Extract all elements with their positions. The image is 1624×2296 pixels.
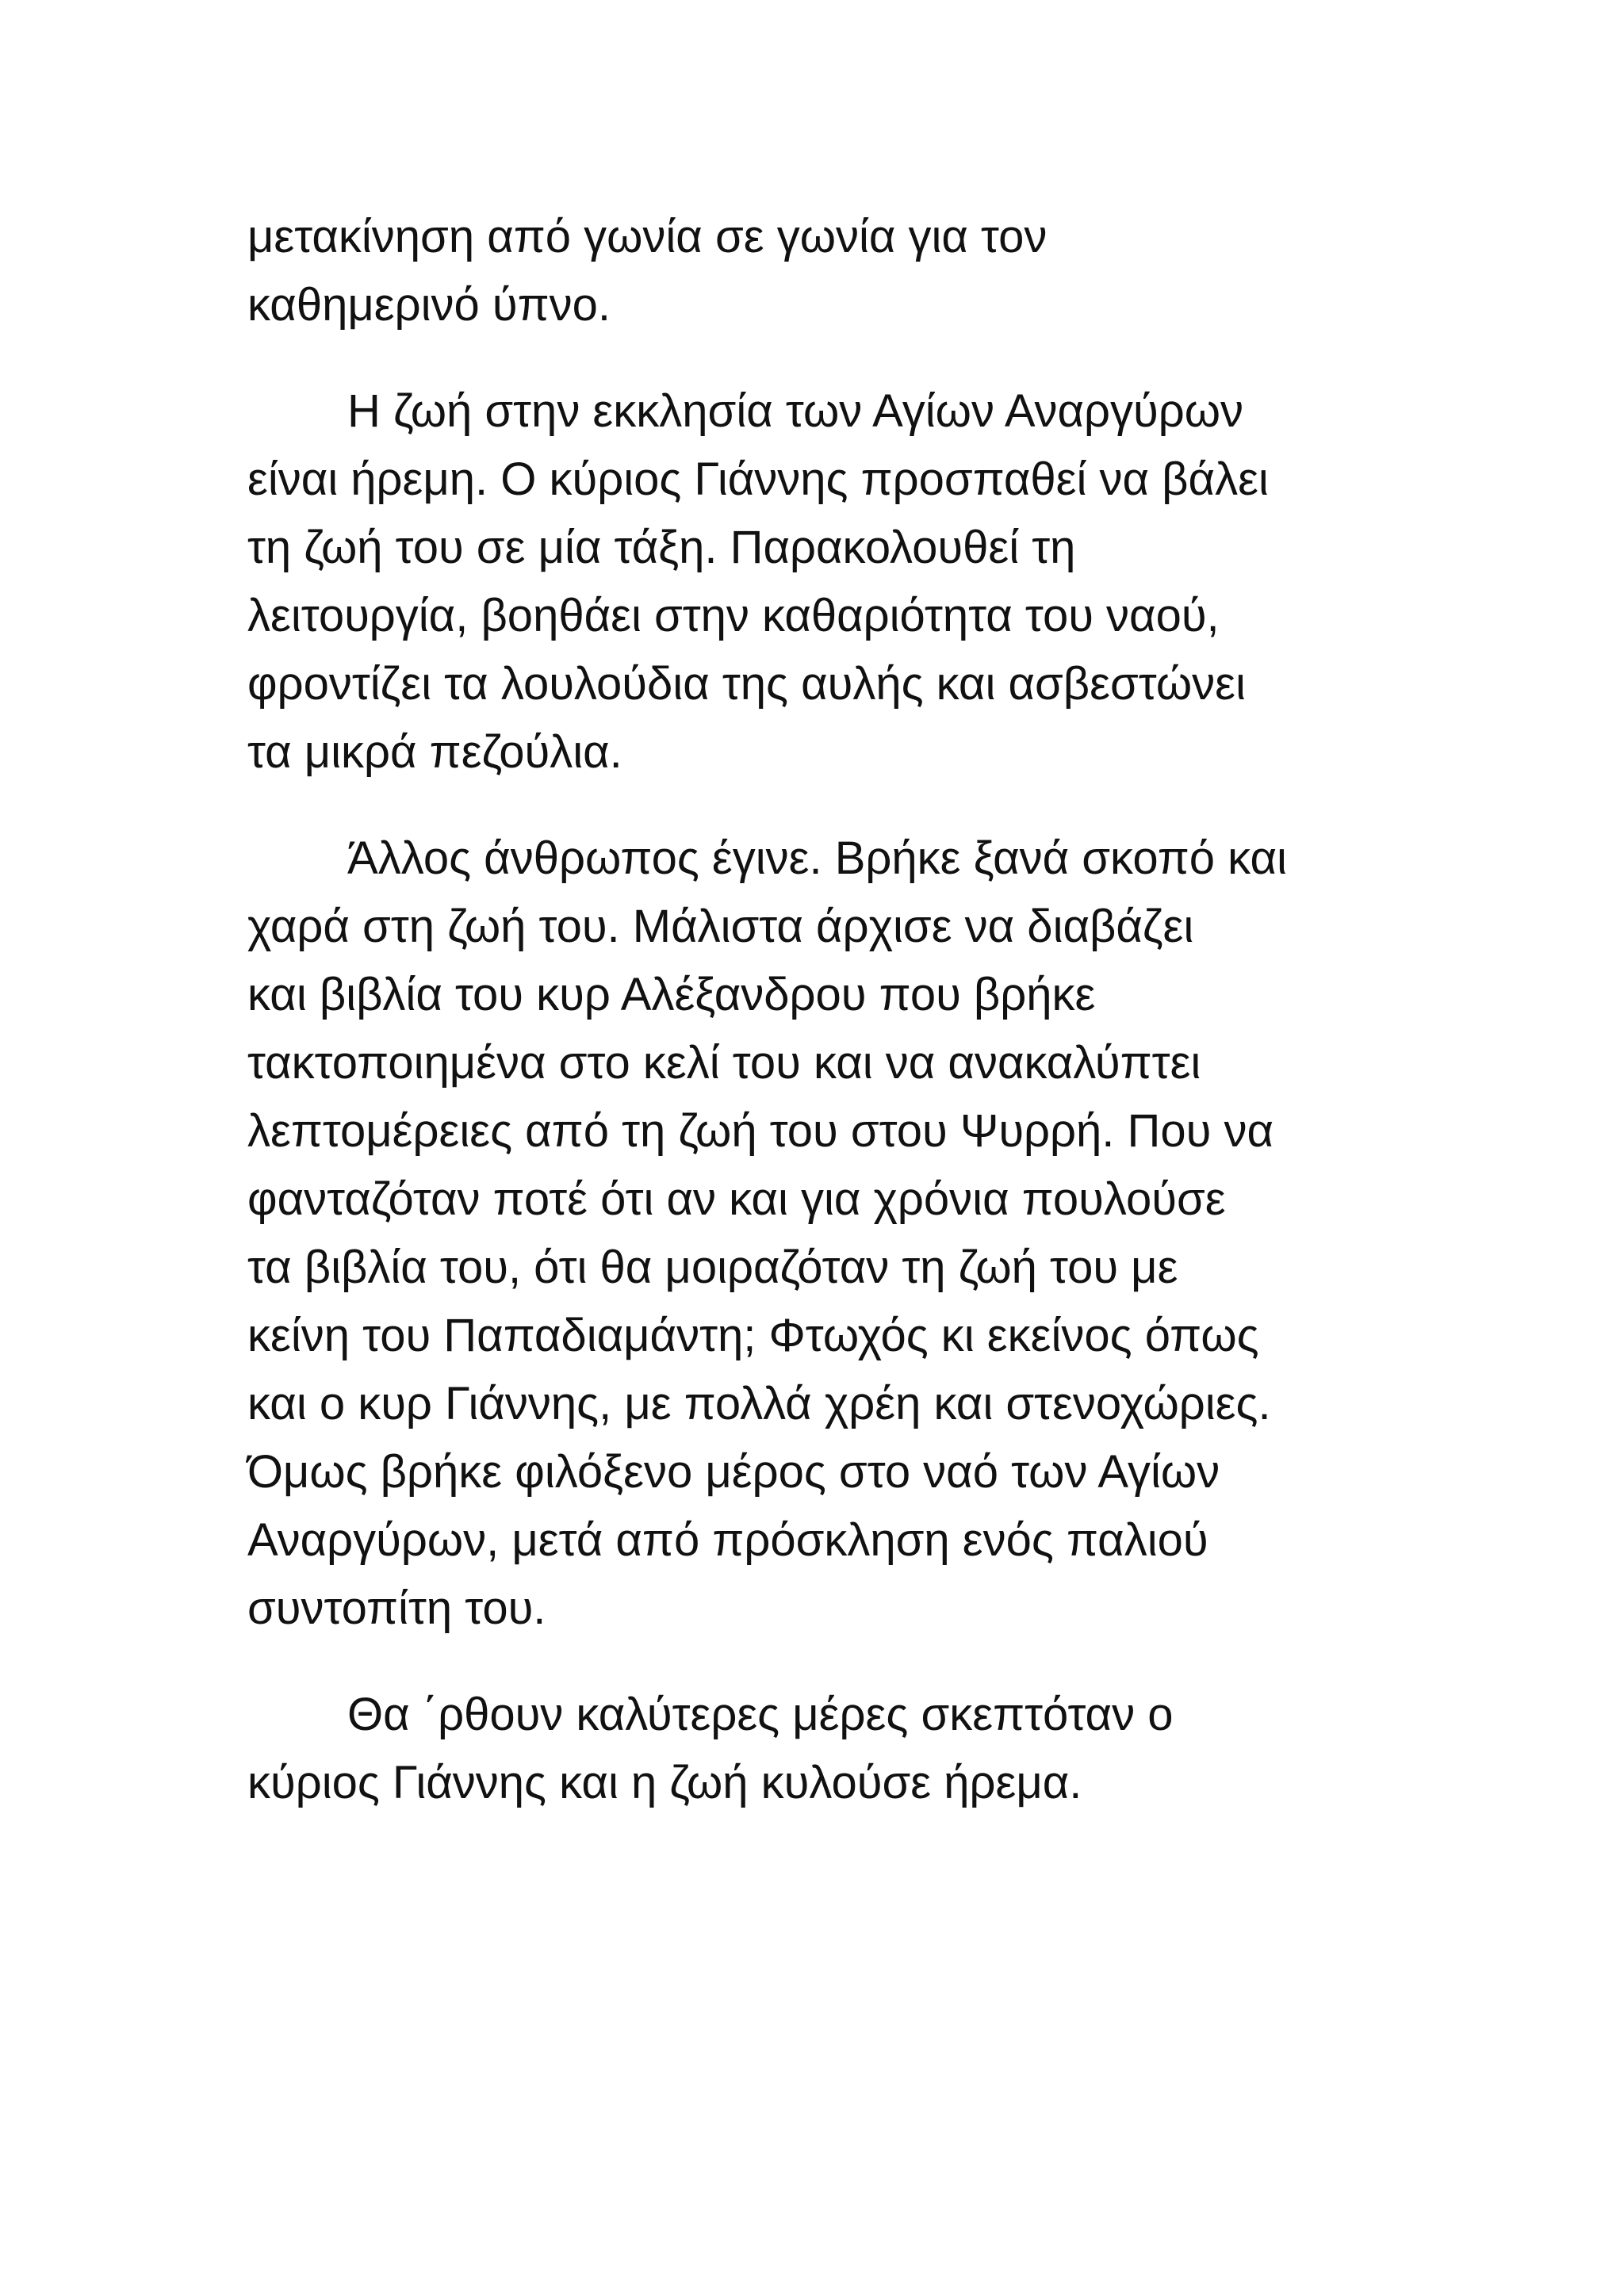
text-line-indented: Θα ΄ρθουν καλύτερες μέρες σκεπτόταν ο	[347, 1689, 1174, 1740]
text-line: καθημερινό ύπνο.	[247, 279, 611, 331]
text-line: λειτουργία, βοηθάει στην καθαριότητα του ναού,	[247, 590, 1220, 641]
text-line: κείνη του Παπαδιαμάντη; Φτωχός κι εκείνος όπως	[247, 1310, 1259, 1361]
text-line: μετακίνηση από γωνία σε γωνία για τον	[247, 211, 1048, 262]
paragraph-3	[247, 825, 1405, 1643]
text-line: χαρά στη ζωή του. Μάλιστα άρχισε να διαβάζει	[247, 901, 1194, 952]
text-line: κύριος Γιάννης και η ζωή κυλούσε ήρεμα.	[247, 1757, 1082, 1808]
text-line: Αναργύρων, μετά από πρόσκληση ενός παλιού	[247, 1514, 1208, 1566]
text-line: συντοπίτη του.	[247, 1582, 546, 1634]
text-line: και βιβλία του κυρ Αλέξανδρου που βρήκε	[247, 969, 1096, 1020]
text-line-indented: Η ζωή στην εκκλησία των Αγίων Αναργύρων	[347, 385, 1244, 437]
text-line: τα βιβλία του, ότι θα μοιραζόταν τη ζωή του με	[247, 1242, 1178, 1293]
text-line: φροντίζει τα λουλούδια της αυλής και ασβεστώνει	[247, 658, 1246, 710]
text-line-indented: Άλλος άνθρωπος έγινε. Βρήκε ξανά σκοπό και	[347, 832, 1287, 884]
body-text	[247, 203, 1405, 1817]
text-line: τακτοποιημένα στο κελί του και να ανακαλύπτει	[247, 1037, 1201, 1089]
text-line: λεπτομέρειες από τη ζωή του στου Ψυρρή. Που να	[247, 1105, 1274, 1157]
paragraph-1	[247, 203, 1405, 339]
text-line: Όμως βρήκε φιλόξενο μέρος στο ναό των Αγίων	[247, 1446, 1220, 1498]
text-line: είναι ήρεμη. Ο κύριος Γιάννης προσπαθεί να βάλει	[247, 453, 1269, 505]
text-line: τα μικρά πεζούλια.	[247, 726, 622, 778]
text-line: φανταζόταν ποτέ ότι αν και για χρόνια πουλούσε	[247, 1173, 1226, 1225]
paragraph-4	[247, 1681, 1405, 1817]
text-line: και ο κυρ Γιάννης, με πολλά χρέη και στενοχώριες.	[247, 1378, 1271, 1429]
text-line: τη ζωή του σε μία τάξη. Παρακολουθεί τη	[247, 522, 1076, 573]
paragraph-2	[247, 377, 1405, 786]
